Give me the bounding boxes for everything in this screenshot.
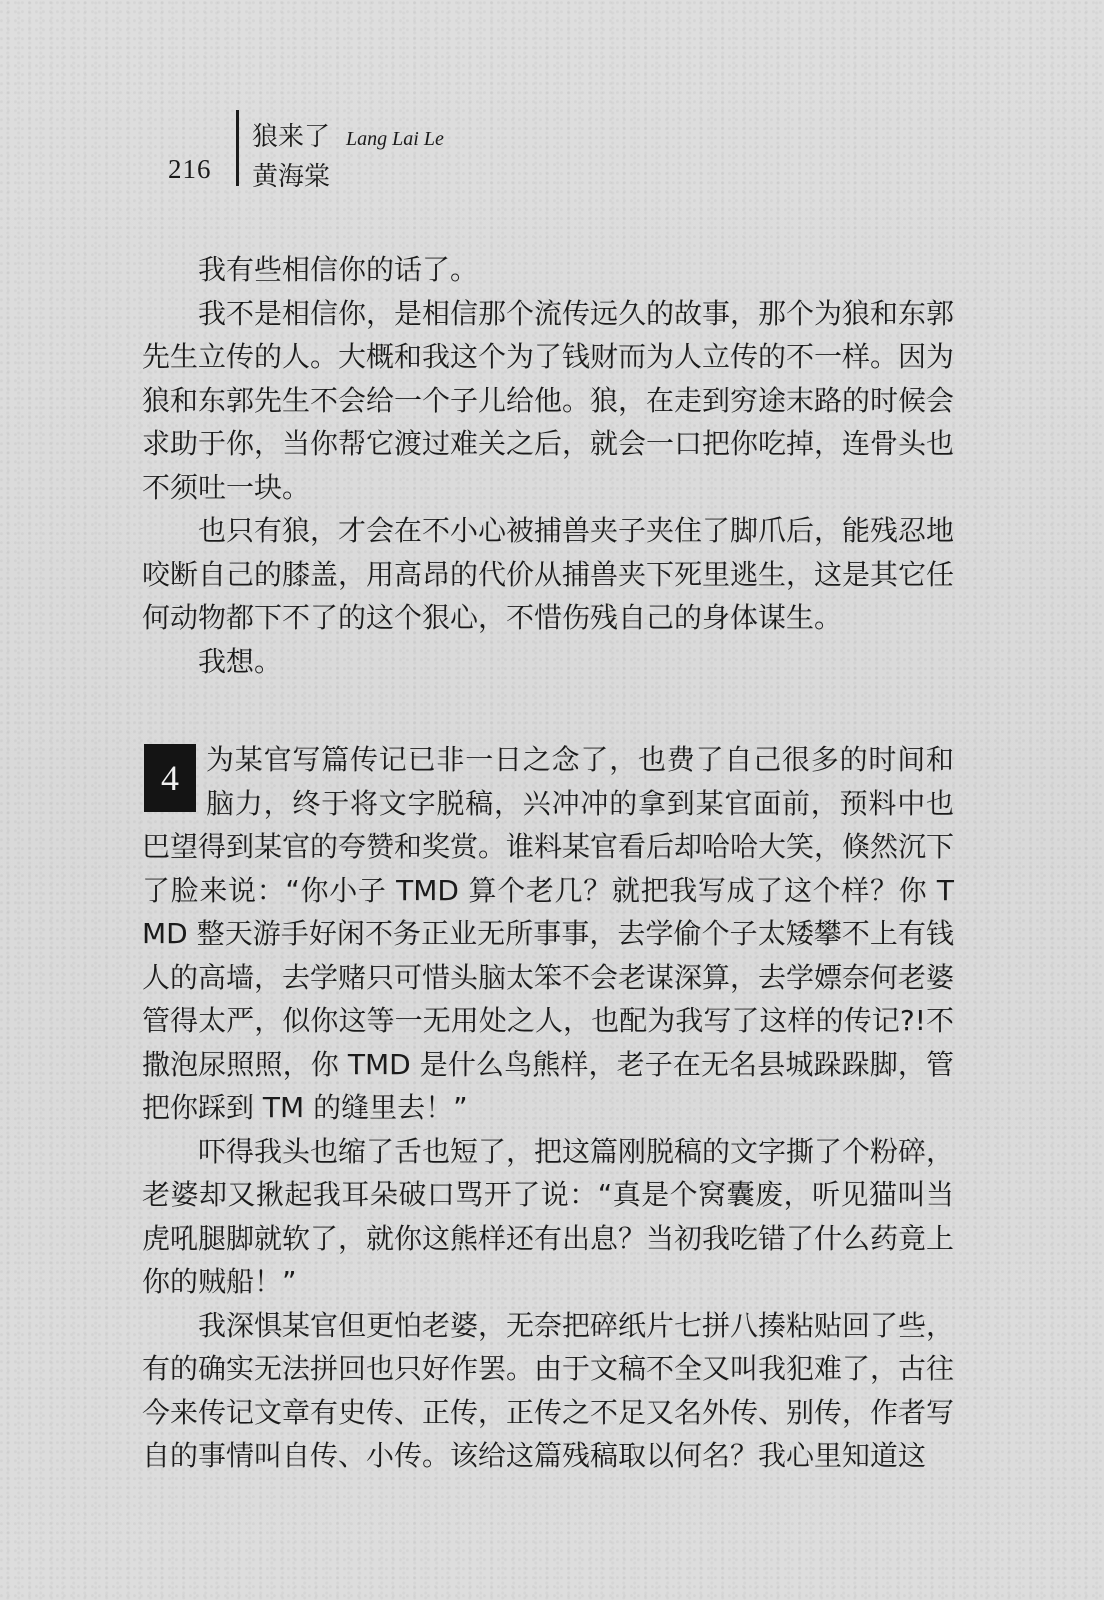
paragraph: 我想。 <box>198 644 283 678</box>
paragraph: 我有些相信你的话了。 <box>198 253 479 286</box>
book-title-chinese: 狼来了 <box>252 122 331 152</box>
book-title-latin: Lang Lai Le <box>346 128 444 150</box>
book-title <box>252 116 444 153</box>
section-opening-text: 为某官写篇传记已非一日之念了，也费了自己很多的时间和脑力，终于将文字脱稿，兴冲冲的拿到某官面前，预料中也巴望得到某官的夸赞和奖赏。谁料某官看后却哈哈大笑，倏然沉下了脸来说：“你小子 TMD 算个老几？就把我写成了这个样？你 TMD 整天游手好闲不务正业无所事事，去学偷个子太矮攀不上有钱人的高墙，去学赌只可惜头脑太笨不会老谋深算，去学嫖奈何老婆管得太严，似你这等一无用处之人，也配为我写了这样的传记?!不撒泡尿照照，你 TMD 是什么鸟熊样，老子在无名县城跺跺脚，管把你踩到 TM 的缝里去！” <box>142 743 955 1124</box>
page-number: 216 <box>168 154 212 184</box>
section-opening-paragraph <box>142 738 954 1130</box>
paragraph: 吓得我头也缩了舌也短了，把这篇刚脱稿的文字撕了个粉碎，老婆却又揪起我耳朵破口骂开了说：“真是个窝囊废，听见猫叫当虎吼腿脚就软了，就你这熊样还有出息？当初我吃错了什么药竟上你的贼船！” <box>142 1134 955 1298</box>
body-text <box>142 248 954 1478</box>
author-name: 黄海棠 <box>252 162 331 192</box>
section-number-badge: 4 <box>144 744 196 812</box>
section-break <box>142 683 954 738</box>
paragraph: 我不是相信你，是相信那个流传远久的故事，那个为狼和东郭先生立传的人。大概和我这个为了钱财而为人立传的不一样。因为狼和东郭先生不会给一个子儿给他。狼，在走到穷途末路的时候会求助于你，当你帮它渡过难关之后，就会一口把你吃掉，连骨头也不须吐一块。 <box>142 296 955 504</box>
paragraph: 也只有狼，才会在不小心被捕兽夹子夹住了脚爪后，能残忍地咬断自己的膝盖，用高昂的代价从捕兽夹下死里逃生，这是其它任何动物都下不了的这个狠心，不惜伤残自己的身体谋生。 <box>142 514 955 634</box>
paragraph: 我深惧某官但更怕老婆，无奈把碎纸片七拼八揍粘贴回了些，有的确实无法拼回也只好作罢。由于文稿不全又叫我犯难了，古往今来传记文章有史传、正传，正传之不足又名外传、别传，作者写自的事情叫自传、小传。该给这篇残稿取以何名？我心里知道这 <box>142 1308 955 1472</box>
header-divider <box>236 110 239 186</box>
